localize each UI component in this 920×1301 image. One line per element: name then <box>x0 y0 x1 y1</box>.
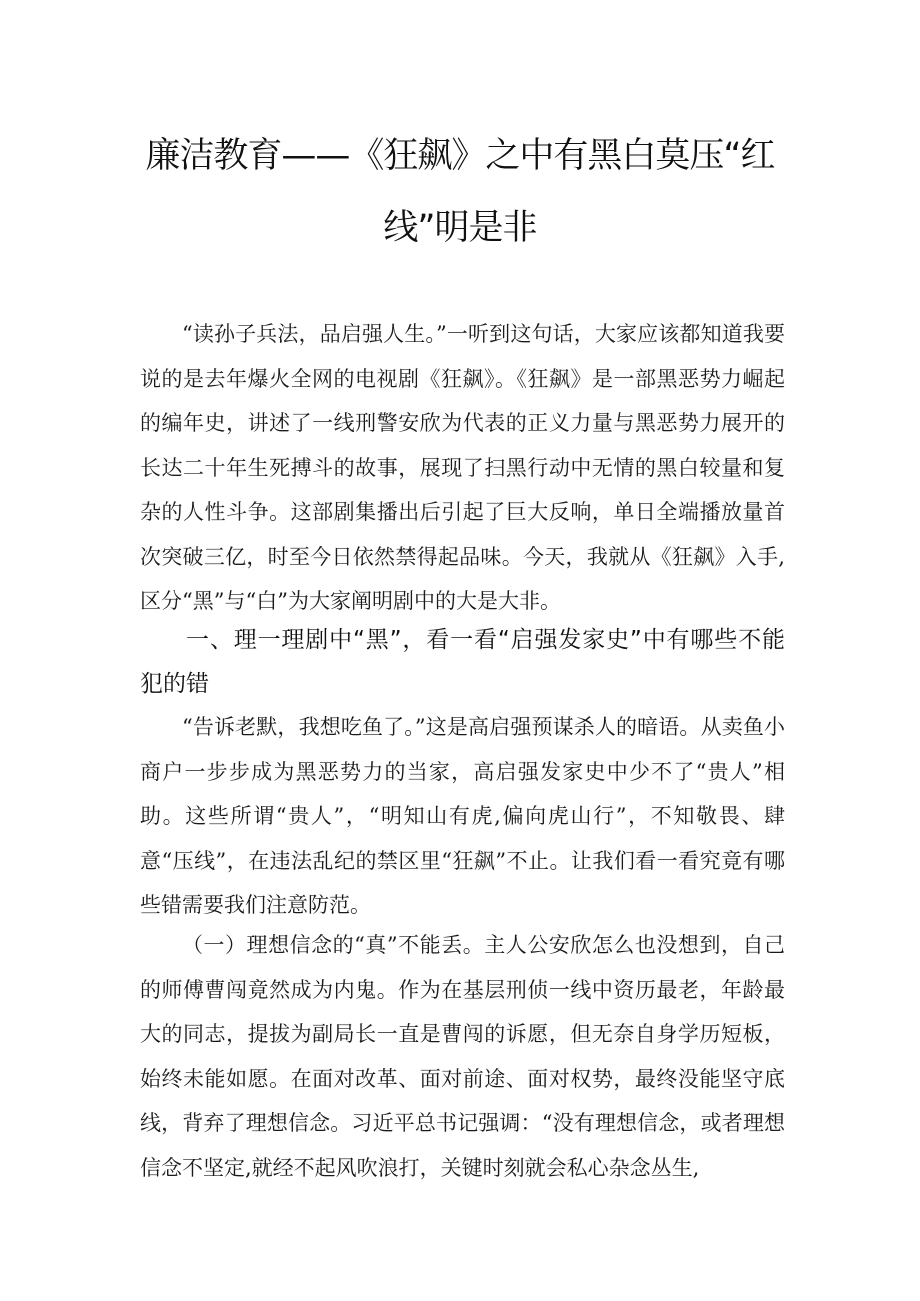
document-title-line-2: 线”明是非 <box>383 208 537 248</box>
section-heading-1: 一、理一理剧中“黑”，看一看“启强发家史”中有哪些不能犯的错 <box>140 627 785 697</box>
paragraph-text: （一）理想信念的“真”不能丢。主人公安欣怎么也没想到，自己的师傅曹闯竟然成为内鬼。作为在基层刑侦一线中资历最老，年龄最大的同志，提拔为副局长一直是曹闯的诉愿，但无奈自身学历短板，始终未能如愿。在面对改革、面对前途、面对权势，最终没能坚守底线，背弃了理想信念。习近平总书记强调：“没有理想信念，或者理想信念不坚定,就经不起风吹浪打，关键时刻就会私心杂念丛生, <box>140 933 785 1180</box>
document-title-line-1: 廉洁教育——《狂飙》之中有黑白莫压“红 <box>145 136 775 176</box>
section-1-paragraph <box>140 705 785 928</box>
intro-paragraph <box>140 312 785 624</box>
paragraph-text: “告诉老默，我想吃鱼了。”这是高启强预谋杀人的暗语。从卖鱼小商户一步步成为黑恶势力的当家，高启强发家史中少不了“贵人”相助。这些所谓“贵人”，“明知山有虎,偏向虎山行”，不知敬畏、肆意“压线”，在违法乱纪的禁区里“狂飙”不止。让我们看一看究竟有哪些错需要我们注意防范。 <box>140 715 785 917</box>
paragraph-text: “读孙子兵法，品启强人生。”一听到这句话，大家应该都知道我要说的是去年爆火全网的电视剧《狂飙》。《狂飙》是一部黑恶势力崛起的编年史，讲述了一线刑警安欣为代表的正义力量与黑恶势力展开的长达二十年生死搏斗的故事，展现了扫黑行动中无情的黑白较量和复杂的人性斗争。这部剧集播出后引起了巨大反响，单日全端播放量首次突破三亿，时至今日依然禁得起品味。今天，我就从《狂飙》入手,区分“黑”与“白”为大家阐明剧中的大是大非。 <box>140 322 785 613</box>
subsection-1-paragraph <box>140 923 785 1190</box>
